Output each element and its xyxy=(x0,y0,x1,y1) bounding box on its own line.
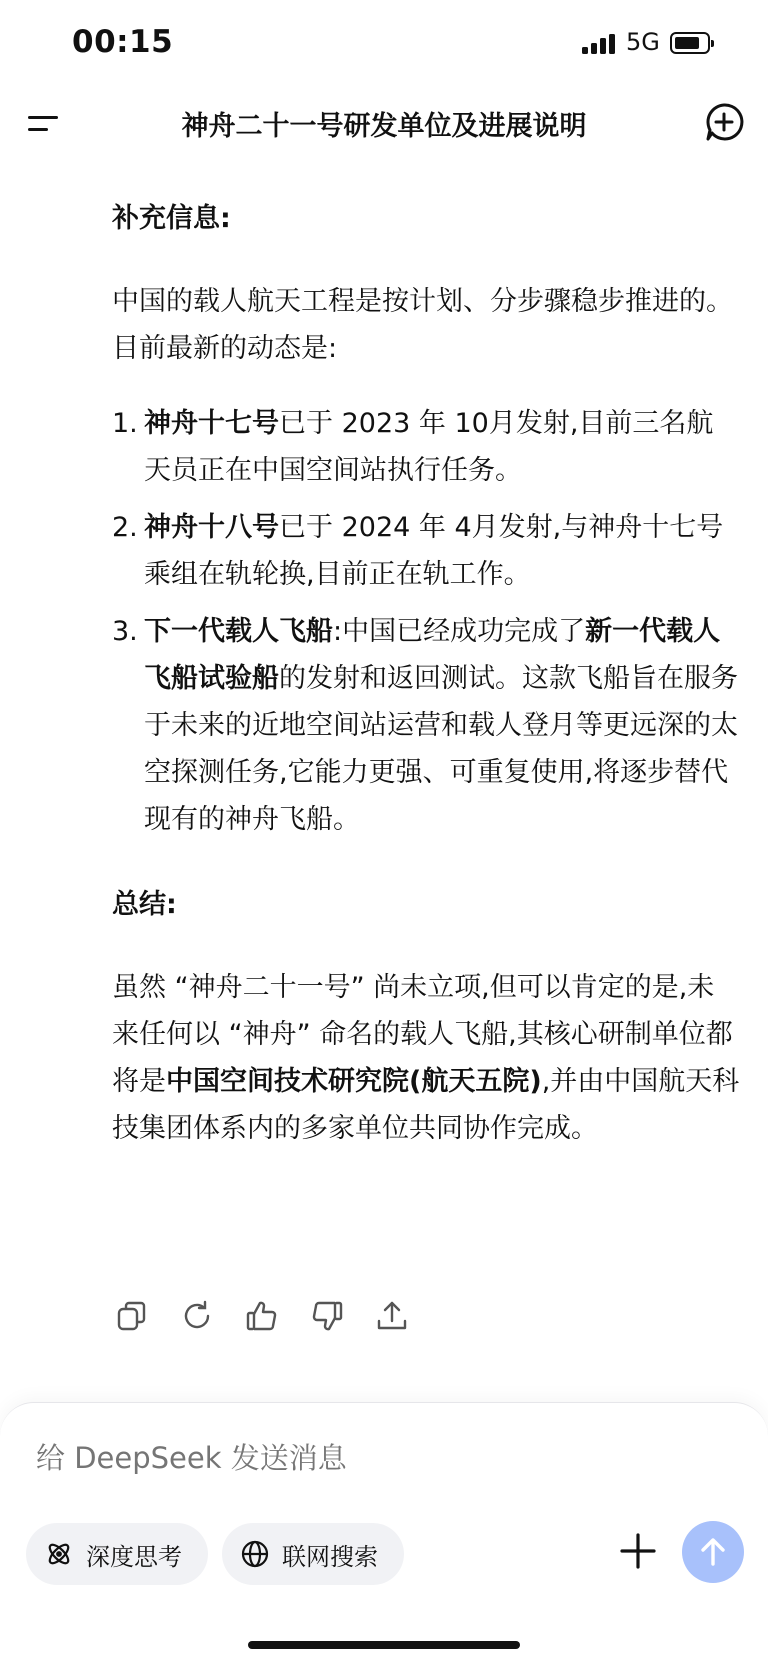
intro-paragraph: 中国的载人航天工程是按计划、分步骤稳步推进的。目前最新的动态是: xyxy=(112,286,733,364)
web-search-label: 联网搜索 xyxy=(282,1542,378,1571)
arrow-up-icon xyxy=(697,1536,729,1568)
new-chat-button[interactable] xyxy=(704,102,744,142)
status-bar xyxy=(0,0,768,90)
assistant-message xyxy=(112,195,740,1152)
attach-button[interactable] xyxy=(618,1531,658,1571)
plus-icon xyxy=(618,1531,658,1571)
message-input[interactable] xyxy=(36,1441,596,1475)
menu-button[interactable] xyxy=(28,106,62,140)
update-list xyxy=(112,400,740,843)
regenerate-button[interactable] xyxy=(177,1296,217,1336)
list-item: 2. 神舟十八号已于 2024 年 4月发射,与神舟十七号乘组在轨轮换,目前正在轨工作。 xyxy=(112,512,724,590)
signal-icon xyxy=(582,34,618,54)
thumbs-up-icon xyxy=(245,1299,279,1333)
atom-icon xyxy=(44,1539,74,1569)
list-item: 3. 下一代载人飞船:中国已经成功完成了新一代载人飞船试验船的发射和返回测试。这款飞船旨在服务于未来的近地空间站运营和载人登月等更远深的太空探测任务,它能力更强、可重复使用,将逐步替代现有的神舟飞船。 xyxy=(112,616,738,835)
network-type: 5G xyxy=(626,28,660,56)
summary-paragraph: 虽然 “神舟二十一号” 尚未立项,但可以肯定的是,未来任何以 “神舟” 命名的载人飞船,其核心研制单位都将是中国空间技术研究院(航天五院),并由中国航天科技集团体系内的多家单位共同协作完成。 xyxy=(112,972,740,1144)
battery-icon xyxy=(670,32,710,54)
copy-icon xyxy=(115,1299,149,1333)
thumbs-down-icon xyxy=(310,1299,344,1333)
web-search-toggle[interactable] xyxy=(222,1523,404,1585)
list-item: 1. 神舟十七号已于 2023 年 10月发射,目前三名航天员正在中国空间站执行任务。 xyxy=(112,408,714,486)
summary-heading: 总结: xyxy=(112,889,177,920)
regenerate-icon xyxy=(180,1299,214,1333)
menu-icon xyxy=(28,116,58,119)
composer xyxy=(0,1402,768,1663)
supplement-heading: 补充信息: xyxy=(112,203,231,234)
new-chat-icon xyxy=(704,102,744,142)
deep-think-label: 深度思考 xyxy=(86,1542,182,1571)
home-indicator xyxy=(248,1641,520,1649)
deep-think-toggle[interactable] xyxy=(26,1523,208,1585)
copy-button[interactable] xyxy=(112,1296,152,1336)
share-button[interactable] xyxy=(372,1296,412,1336)
share-icon xyxy=(375,1299,409,1333)
page-title: 神舟二十一号研发单位及进展说明 xyxy=(181,111,587,142)
send-button[interactable] xyxy=(682,1521,744,1583)
header xyxy=(0,90,768,160)
like-button[interactable] xyxy=(242,1296,282,1336)
status-time: 00:15 xyxy=(72,24,174,60)
dislike-button[interactable] xyxy=(307,1296,347,1336)
globe-icon xyxy=(240,1539,270,1569)
message-actions xyxy=(112,1296,437,1336)
